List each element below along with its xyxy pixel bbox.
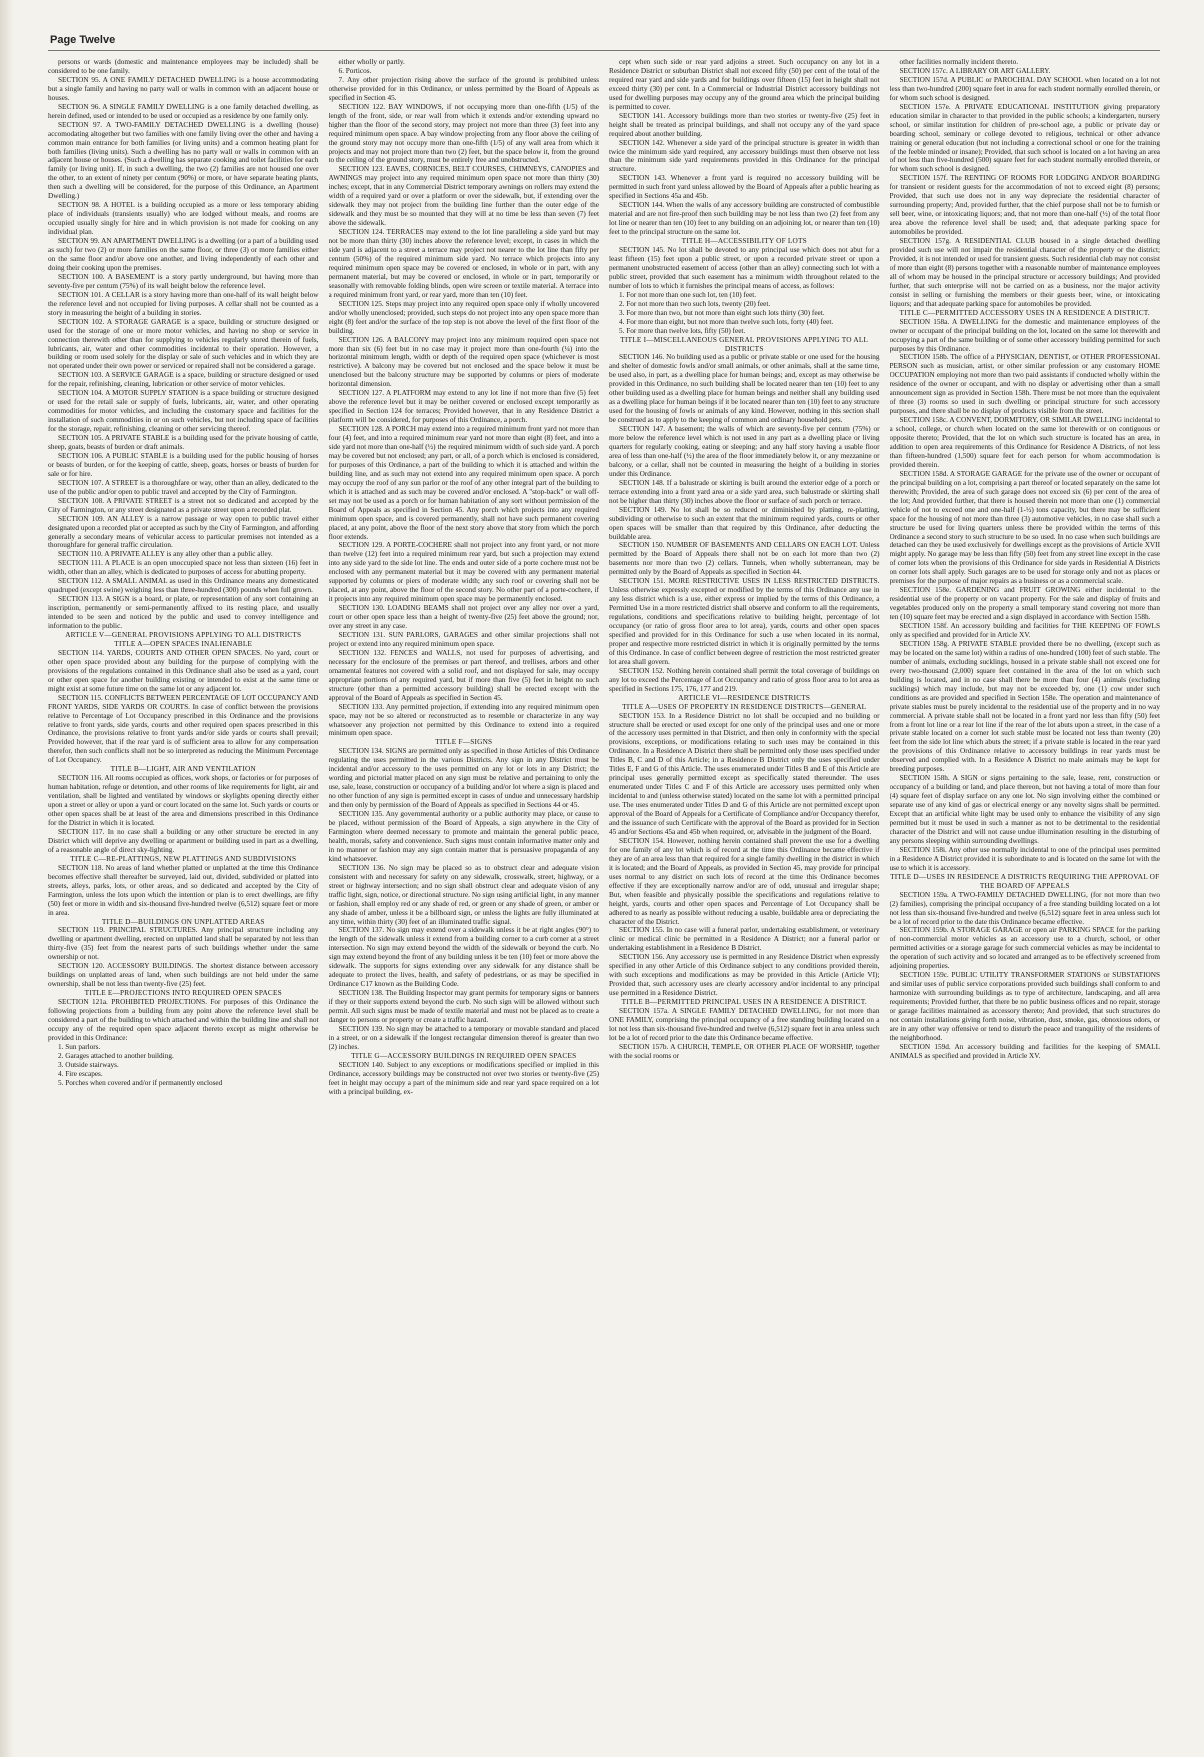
paragraph: SECTION 157d. A PUBLIC or PAROCHIAL DAY SCHOOL when located on a lot not less than two-hundred (200) square feet in area for each student normally enrolled therein, or for whom such school is designed.	[889, 75, 1160, 102]
paragraph: SECTION 130. LOADING BEAMS shall not project over any alley nor over a yard, court or other open space less than a height of twenty-five (25) feet above the ground; nor, over any street in any case.	[328, 604, 599, 631]
paragraph: SECTION 159a. A TWO-FAMILY DETACHED DWELLING, (for not more than two (2) families), comprising the principal occupancy of a free standing building located on a lot not less than six-thousand five-hundred and twelve (6,512) square feet in area unless such lot be a lot of record prior to the date this Ordinance became effective.	[889, 890, 1160, 926]
paragraph: SECTION 128. A PORCH may extend into a required minimum front yard not more than four (4) feet, and into a required minimum rear yard not more than eight (8) feet, and into a side yard not more than one-half (½) the required minimum width of such side yard. A porch may be covered but not enclosed; any part, or all, of a porch which is enclosed is considered, for purposes of this Ordinance, a part of the building to which it is attached and within the building line, and as such may not extend into any required minimum open space. A porch may occupy the roof of any sun parlor or the roof of any other integral part of the building to which it is attached and as such may be covered and/or enclosed. A "stop-back" or wall off-set may not be used as a porch or for human habitation of any sort without permission of the Board of Appeals as specified in Section 45. Any porch which projects into any required minimum open space, and is covered permanently, shall not have such permanent covering placed, at any point, above the floor of the next story above that story from which the porch floor extends.	[328, 425, 599, 541]
paragraph: SECTION 147. A basement; the walls of which are seventy-five per centum (75%) or more below the reference level which is not used in any part as a dwelling place or living quarters for regularly cooking, eating or sleeping; and any half story having a usable floor area of less than one-half (½) the area of the floor immediately below it, or any mezzanine or balcony, or a cellar, shall not be counted in measuring the height of a building in stories under this Ordinance.	[609, 425, 880, 478]
paragraph: SECTION 109. AN ALLEY is a narrow passage or way open to public travel either designated upon a recorded plat or accepted as such by the City of Farmington, and affording generally a secondary means of vehicular access to particular premises not intended as a thoroughfare for general traffic circulation.	[48, 514, 319, 550]
paragraph: SECTION 102. A STORAGE GARAGE is a space, building or structure designed or used for the storage of one or more motor vehicles, and having no shop or service in connection therewith other than for supplying to vehicles regularly stored therein of fuels, lubricants, air, water and other commodities incidental to their operation. However, a building or room used solely for the display or sale of such vehicles and in which they are not operated under their own power or serviced or repaired shall not be considered a garage.	[48, 317, 319, 371]
text-column-1	[48, 58, 319, 1748]
paragraph: SECTION 127. A PLATFORM may extend to any lot line if not more than five (5) feet above the reference level but it may be neither covered or enclosed except temporarily as specified in Section 124 for terraces; Provided however, that in any Residence District a platform will be considered, for purposes of this Ordinance, a porch.	[328, 389, 599, 425]
paragraph: SECTION 158c. A CONVENT, DORMITORY, OR SIMILAR DWELLING incidental to a school, college, or church when located on the same lot therewith or on contiguous or opposite thereto; Provided, that the lot on which such structure is located has an area, in addition to open area requirements of this Ordinance for Residence A Districts, of not less than fifteen-hundred (1,500) square feet for each person for whom accommodation is provided therein.	[889, 416, 1160, 469]
page-number-label: Page Twelve	[50, 34, 116, 46]
paragraph: SECTION 152. Nothing herein contained shall permit the total coverage of buildings on any lot to exceed the Percentage of Lot Occupancy and ratio of gross floor area to lot area as specified in Sections 175, 176, 177 and 219.	[609, 666, 880, 693]
scan-edge	[0, 0, 14, 1757]
paragraph: 7. Any other projection rising above the surface of the ground is prohibited unless otherwise provided for in this Ordinance, or unless permitted by the Board of Appeals as specified in Section 45.	[328, 75, 599, 102]
paragraph: SECTION 105. A PRIVATE STABLE is a building used for the private housing of cattle, sheep, goats, beasts of burden or draft animals.	[48, 434, 319, 451]
paragraph: SECTION 143. Whenever a front yard is required no accessory building will be permitted in such front yard unless allowed by the Board of Appeals after a public hearing as specified in Sections 45a and 45b.	[609, 174, 880, 201]
section-heading: TITLE I—MISCELLANEOUS GENERAL PROVISIONS APPLYING TO ALL DISTRICTS	[620, 334, 869, 353]
paragraph: SECTION 117. In no case shall a building or any other structure be erected in any District which will deprive any dwelling or apartment or building used in part as a dwelling, of a reasonable angle of direct sky-lighting.	[48, 827, 319, 854]
section-heading: TITLE C—RE-PLATTINGS, NEW PLATTINGS AND SUBDIVISIONS	[70, 853, 297, 863]
paragraph: SECTION 120. ACCESSORY BUILDINGS. The shortest distance between accessory buildings on unplatted areas of land, when such buildings are not held under the same ownership, shall be not less than twenty-five (25) feet.	[48, 962, 319, 989]
paragraph: SECTION 107. A STREET is a thoroughfare or way, other than an alley, dedicated to the use of the public and/or open to public travel and accepted by the City of Farmington.	[48, 478, 319, 496]
paragraph: SECTION 100. A BASEMENT is a story partly underground, but having more than seventy-five per centum (75%) of its wall height below the reference level.	[48, 272, 319, 290]
paragraph: SECTION 97. A TWO-FAMILY DETACHED DWELLING is a dwelling (house) accomodating altogether but two families with one family living over the other and having a common main entrance for both families (or living units) and a common heating plant for both families (living units). Such a dwelling has no party wall or walls in common with an adjacent house or houses. (Such a dwelling has separate cooking and toilet facilities for each family (or living unit). If, in such a dwelling, the two (2) families are not housed one over the other, to an extent of ninety per centum (90%) or more, or have separate heating plants, then such a dwelling will be considered, for the purpose of this Ordinance, an Apartment Dwelling.)	[48, 120, 319, 201]
section-heading: TITLE A—OPEN SPACES INALIENABLE	[114, 638, 253, 648]
paragraph: SECTION 133. Any permitted projection, if extending into any required minimum open space, may not be so altered or reconstructed as to resemble or characterize in any way whatsoever any projection not permitted by this Ordinance to extend into a required minimum open space.	[328, 702, 599, 738]
paragraph: SECTION 123. EAVES, CORNICES, BELT COURSES, CHIMNEYS, CANOPIES and AWNINGS may project into any required minimum open space not more than thirty (30) inches; except, that in any Commercial District temporary awnings on rollers may extend the width of a required yard or over a platform or over the sidewalk, but, if extending over the sidewalk they may not project from the building line further than the outer edge of the sidewalk and they must be so mounted that they will at no time be less than seven (7) feet above the sidewalk.	[328, 165, 599, 228]
paragraph: SECTION 157b. A CHURCH, TEMPLE, OR OTHER PLACE OF WORSHIP, together with the social rooms or	[609, 1042, 880, 1060]
section-heading: TITLE F—SIGNS	[435, 737, 493, 747]
paragraph: SECTION 158f. An accessory building and facilities for THE KEEPING OF FOWLS only as specified and provided for in Article XV.	[889, 622, 1160, 639]
paragraph: SECTION 115. CONFLICTS BETWEEN PERCENTAGE OF LOT OCCUPANCY AND FRONT YARDS, SIDE YARDS OR COURTS. In case of conflict between the provisions relative to Percentage of Lot Occupancy prescribed in this Ordinance and the provisions relative to front yards, side yards, courts and other required open spaces prescribed in this Ordinance, the provisions relative to front yards and/or side yards or courts shall prevail; Provided however, that if the rear yard is of sufficient area to allow for any compensation therefor, then such conflicts shall not be so interpreted as reducing the Minimum Percentage of Lot Occupancy.	[48, 693, 319, 765]
text-column-2	[329, 58, 600, 1748]
paragraph: SECTION 121a. PROHIBITED PROJECTIONS. For purposes of this Ordinance the following projections from a building from any point above the reference level shall be considered a part of the building to which attached and within the building line and shall not occupy any of the required open space adjacent thereto except as might otherwise be provided in this Ordinance:	[48, 998, 319, 1042]
paragraph: SECTION 137. No sign may extend over a sidewalk unless it be at right angles (90°) to the length of the sidewalk unless it extend from a building corner to a curb corner at a street intersection. No sign may extend beyond the width of the sidewalk or beyond the curb. No sign may extend beyond the front of any building unless it be ten (10) feet or more above the sidewalk. The supports for signs extending over any sidewalk for any distance shall be adequate to protect the lives, health, and safety of pedestrians, or as may be specified in Ordinance C17 known as the Building Code.	[328, 926, 599, 989]
paragraph: SECTION 157f. The RENTING OF ROOMS FOR LODGING AND/OR BOARDING for transient or resident guests for the accommodation of not to exceed eight (8) persons; Provided, that such use does not in any way depreciate the residential character of surrounding property; And, provided further, that the chief purpose shall not be to furnish or sell beer, wine, or intoxicating liquors; and, that not more than one-half (½) of the total floor area above the reference level shall be used; and, that adequate parking space for automobiles be provided.	[889, 174, 1160, 237]
list-item: 2. Garages attached to another building.	[58, 1051, 174, 1060]
section-heading: TITLE D—USES IN RESIDENCE A DISTRICTS REQUIRING THE APPROVAL OF THE BOARD OF APPEALS	[890, 871, 1160, 890]
paragraph: SECTION 134. SIGNS are permitted only as specified in those Articles of this Ordinance regulating the uses permitted in the various Districts. Any sign in any District must be incidental and/or accessory to the uses permitted on any lot or lots in any District; the wording and pictorial matter placed on any sign must be relative and pertaining to only the use, sale, lease, construction or occupancy of a building and/or lot where a sign is placed and no other function of any sign is permitted except in cases of undue and unnecessary hardship and then only by permission of the Board of Appeals as specified in Sections 44 or 45.	[328, 747, 599, 810]
paragraph: SECTION 148. If a balustrade or skirting is built around the exterior edge of a porch or terrace extending into a front yard area or a side yard area, such balustrade or skirting shall not be higher than thirty (30) inches above the floor or surface of such porch or terrace.	[609, 478, 880, 505]
paragraph: SECTION 159b. A STORAGE GARAGE or open air PARKING SPACE for the parking of non-commercial motor vehicles as an accessory use to a church, school, or other permitted activities or a storage garage for such commercial vehicles as may be incidental to the operation of such activity and so located and arranged as to be effectively screened from adjoining properties.	[889, 926, 1160, 971]
paragraph: SECTION 104. A MOTOR SUPPLY STATION is a space building or structure designed or used for the retail sale or supply of fuels, lubricants, air, water, and other operating commodities for motor vehicles, and including the customary space and facilities for the installation of such commodities in or on such vehicles, but not including space of facilities for the storage, repair, refinishing, cleaning or other servicing thereof.	[48, 389, 319, 434]
paragraph: SECTION 118. No areas of land whether platted or unplatted at the time this Ordinance becomes effective shall thereafter be surveyed, laid out, divided, subdivided or platted into streets, alleys, parks, lots, or other areas, and so dedicated and accepted by the City of Farmington, unless the lots upon which the intention or plan is to erect dwellings, are fifty (50) feet or more in width and six-thousand five-hundred twelve (6,512) square feet or more in area.	[48, 863, 319, 917]
list-item: 1. For not more than one such lot, ten (10) feet.	[619, 290, 757, 299]
section-heading: TITLE G—ACCESSORY BUILDINGS IN REQUIRED OPEN SPACES	[351, 1050, 577, 1060]
paragraph: SECTION 122. BAY WINDOWS, if not occupying more than one-fifth (1/5) of the length of the front, side, or rear wall from which it extends and/or extending upward no higher than the floor of the second story, may project not more than three (3) feet into any required minimum open space. A bay window projecting from any floor above the ceiling of the ground story may not occupy more than one-fifth (1/5) of any wall area from which it projects and may not project more than two (2) feet, but the space below it, from the ground to the ceiling of the ground story, must be entirely free and unobstructed.	[328, 102, 599, 165]
paragraph: SECTION 159d. An accessory building and facilities for the keeping of SMALL ANIMALS as specified and provided in Article XV.	[889, 1042, 1160, 1060]
paragraph: SECTION 157e. A PRIVATE EDUCATIONAL INSTITUTION giving preparatory education similar in character to that provided in the public schools; a kindergarten, nursery school, or similar institution for children of pre-school age, a public or private day or boarding school, seminary or college devoted to religious, technical or other advance training or general education (but not including a correctional school or one for the training of the feeble minded or insane); Provided, that such school is located on a lot having an area of not less than five-hundred (500) square feet for each student normally enrolled therein, or for whom such school is designed.	[889, 102, 1160, 174]
paragraph: SECTION 146. No building used as a public or private stable or one used for the housing and shelter of domestic fowls and/or small animals, or other animals, shall at the same time, be used also, in part, as a dwelling place for human beings; and, except as may otherwise be provided in this Ordinance, no such building shall be located nearer than ten (10) feet to any other building used as a dwelling place for human beings and neither shall any building used as a dwelling place for human beings if it be located nearer than ten (10) feet to any structure used for the housing of fowls or animals of any kind. However, nothing in this section shall be construed as to apply to the keeping of common and ordinary household pets.	[609, 353, 880, 425]
paragraph: cept when such side or rear yard adjoins a street. Such occupancy on any lot in a Residence District or suburban District shall not exceed fifty (50) per cent of the total of the required rear yard and side yards and for buildings over fifteen (15) feet in height shall not exceed thirty (30) per cent. In a Commercial or Industrial District accessory buildings not used for dwelling purposes may occupy any of the ground area which the principal building is permitted to cover.	[609, 58, 880, 111]
paragraph: SECTION 111. A PLACE is an open unoccupied space not less than sixteen (16) feet in width, other than an alley, which is dedicated to purposes of access for abutting property.	[48, 559, 319, 577]
list-item: 6. Porticos.	[338, 66, 372, 75]
section-heading: TITLE D—BUILDINGS ON UNPLATTED AREAS	[101, 916, 265, 926]
paragraph: SECTION 96. A SINGLE FAMILY DWELLING is a one family detached dwelling, as herein defined, used or intended to be used or occupied as a residence by one family only.	[48, 102, 319, 120]
section-heading: ARTICLE VI—RESIDENCE DISTRICTS	[678, 692, 811, 702]
paragraph: SECTION 103. A SERVICE GARAGE is a space, building or structure designed or used for the repair, refinishing, cleaning, lubrication or other service of motor vehicles.	[48, 371, 319, 389]
text-column-3	[609, 58, 880, 1748]
paragraph: SECTION 125. Steps may project into any required open space only if wholly uncovered and/or wholly unenclosed; provided, such steps do not project into any open space more than eight (8) feet and/or the surface of the top step is not above the level of the first floor of the building.	[328, 299, 599, 335]
list-item: 5. For more than twelve lots, fifty (50) feet.	[619, 326, 746, 335]
paragraph: SECTION 110. A PRIVATE ALLEY is any alley other than a public alley.	[58, 550, 273, 559]
paragraph: SECTION 106. A PUBLIC STABLE is a building used for the public housing of horses or beasts of burden, or for the keeping of cattle, sheep, goats, horses or beasts of burden for sale or for hire.	[48, 451, 319, 478]
paragraph: SECTION 119. PRINCIPAL STRUCTURES. Any principal structure including any dwelling or apartment dwelling, erected on unplatted land shall be separated by not less than thirty-five (35) feet from the nearest parts of such buildings whether under the same ownership or not.	[48, 926, 319, 962]
paragraph: SECTION 144. When the walls of any accessory building are constructed of combustible material and are not fire-proof then such building may be not less than two (2) feet from any lot line or nearer than ten (10) feet to any building on an adjoining lot, or nearer than ten (10) feet to the principal structure on the same lot.	[609, 201, 880, 237]
paragraph: SECTION 131. SUN PARLORS, GARAGES and other similar projections shall not project or extend into any required minimum open space.	[328, 631, 599, 648]
paragraph: persons or wards (domestic and maintenance employees may be included) shall be considered to be one family.	[48, 58, 319, 75]
paragraph: SECTION 157g. A RESIDENTIAL CLUB housed in a single detached dwelling provided such use will not impair the residential character of the property or the district; Provided, it is not intended or used for transient guests. Such residential club may not consist of more than eight (8) persons together with a reasonable number of maintenance employees all of whom may be housed in the principal structure or accessory buildings; And provided further, that such enterprise will not be carried on as a business, nor the major activity consist in selling or furnishing the members or their guests beer, wine, or intoxicating liquors; and that adequate parking space for automobiles be provided.	[889, 237, 1160, 308]
paragraph: SECTION 112. A SMALL ANIMAL as used in this Ordinance means any domesticated quadruped (except swine) weighing less than three-hundred (300) pounds when full grown.	[48, 577, 319, 595]
paragraph: SECTION 138. The Building Inspector may grant permits for temporary signs or banners if they or their supports extend beyond the curb. No such sign will be allowed without such permit. All such signs must be made of textile material and must not be placed as to create a danger to persons or property or create a traffic hazard.	[328, 989, 599, 1024]
section-heading: TITLE A—USES OF PROPERTY IN RESIDENCE DISTRICTS—GENERAL	[622, 701, 867, 711]
paragraph: SECTION 158a. A DWELLING for the domestic and maintenance employees of the owner or occupant of the principal building on the lot, located on the same lot therewith and occupying a part of the same building or of some other accessory building permitted for such purposes by this Ordinance.	[889, 317, 1160, 353]
list-item: 5. Porches when covered and/or if permanently enclosed	[58, 1078, 223, 1087]
article-columns	[48, 58, 1160, 1748]
paragraph: SECTION 158g. A PRIVATE STABLE provided there be no dwelling, (except such as may be located on the same lot) within a radius of one-hundred (100) feet of such stable. The number of animals, excluding sucklings, housed in a private stable shall not exceed one for every two-thousand (2,000) square feet contained in the area of the lot on which such building is located, and in no case shall there be more than four (4) animals (excluding sucklings) which may include, but may not be exceeded by, one (1) cow under such conditions as are provided and specified in Section 158e. The operation and maintenance of private stables must be purely incidental to the residential use of the property and in no way commercial. A private stable shall not be located in a front yard nor less than fifty (50) feet from a front lot line or a rear lot line if the rear of the lot abuts upon a street, in the case of a private stable located on a corner lot such stable must be located not less than twenty (20) feet from the side lot line which abuts the street; if a private stable is located in the rear yard the provisions of this Ordinance relative to accessory buildings in rear yards must be observed and complied with. In a Residence A District no male animals may be kept for breeding purposes.	[889, 639, 1160, 774]
section-heading: ARTICLE V—GENERAL PROVISIONS APPLYING TO ALL DISTRICTS	[65, 630, 302, 639]
paragraph: SECTION 99. AN APARTMENT DWELLING is a dwelling (or a part of a building used as such) for two (2) or more families on the same floor, or three (3) or more families either on the same floor and/or above one another, and living independently of each other and doing their cooking upon the premises.	[48, 237, 319, 272]
list-item: 4. Fire escapes.	[58, 1069, 103, 1078]
section-heading: TITLE B—PERMITTED PRINCIPAL USES IN A RESIDENCE A DISTRICT.	[621, 997, 867, 1007]
paragraph: SECTION 149. No lot shall be so reduced or diminished by platting, re-platting, subdividing or otherwise to such an extent that the minimum required yards, courts or other open spaces will be smaller than that required by this Ordinance, after deducting the buildable area.	[609, 505, 880, 541]
paragraph: SECTION 142. Whenever a side yard of the principal structure is greater in width than twice the minimum side yard required, any accessory buildings must then observe not less than the minimum side yard requirements provided in this Ordinance for the principal structure.	[609, 138, 880, 174]
paragraph: SECTION 139. No sign may be attached to a temporary or movable standard and placed in a street, or on a sidewalk if the longest rectangular dimension thereof is greater than two (2) inches.	[328, 1024, 599, 1051]
paragraph: SECTION 98. A HOTEL is a building occupied as a more or less temporary abiding place of individuals (transients usually) who are lodged without meals, and rooms are occupied usually singly for hire and in which provision is not made for cooking on any individual plan.	[48, 201, 319, 237]
paragraph: SECTION 153. In a Residence District no lot shall be occupied and no building or structure shall be erected or used except for one only of the principal uses and one or more of the accessory uses permitted in that District, and then only in conformity with the special provisions, exceptions, or modifications relating to such uses may be contained in this Ordinance. In a Residence A District there shall be permitted only those uses specified under Titles B, C and D of this Article; in a Residence B District only the uses specified under Titles E, F and G of this Article. The uses enumerated under Titles B and E of this Article are principal uses generally permitted except as specifically stated thereunder. The uses enumerated under Titles C and F of this Article are accessory uses permitted only when incidental to and (unless otherwise stated) located on the same lot with a permitted principal use. The uses enumerated under Titles D and G of this Article are not permitted except upon approval of the Board of Appeals for a Certificate of Compliance and/or Occupancy therefor, and the issuance of such Certificate with the approval of the Board as provided for in Section 45 and/or Sections 45a and 45b when required, or, advisable in the judgment of the Board.	[609, 711, 880, 836]
paragraph: SECTION 126. A BALCONY may project into any minimum required open space not more than six (6) feet but in no case may it project more than one-fourth (¼) into the horizontal minimum length, width or depth of the required open space (whichever is most restrictive). A balcony may be covered but not enclosed and the space below it must be unenclosed but the balcony structure may be supported by columns or piers of moderate horizontal dimension.	[328, 335, 599, 389]
paragraph: SECTION 95. A ONE FAMILY DETACHED DWELLING is a house accommodating but a single family and having no party wall or walls in common with an adjacent house or houses.	[48, 75, 319, 102]
paragraph: SECTION 108. A PRIVATE STREET is a street not so dedicated and accepted by the City of Farmington, or any street designated as a private street upon a recorded plat.	[48, 496, 319, 514]
paragraph: SECTION 158i. Any other use normally incidental to one of the principal uses permitted in a Residence A District provided it is subordinate to and is located on the same lot with the use to which it is accessory.	[889, 845, 1160, 872]
paragraph: SECTION 145. No lot shall be devoted to any principal use which does not abut for a least fifteen (15) feet upon a public street, or upon a recorded private street or upon a permanent unobstructed easement of access (other than an alley) connecting such lot with a public street, provided that such easement has a minimum width throughout related to the number of lots to which it furnishes the principal means of access, as follows:	[609, 246, 880, 290]
paragraph: SECTION 159c. PUBLIC UTILITY TRANSFORMER STATIONS or SUBSTATIONS and similar uses of public service corporations provided such buildings shall conform to and harmonize with surrounding buildings as to type of architecture, landscaping, and all area requirements; Provided further, that there be no public business offices and no repair, storage or garage facilities maintained as accessory thereto; And provided, that such structures do not contain installations giving forth noise, vibration, dust, smoke, gas, obnoxious odors, or are in any other way offensive or tend to disturb the peace and tranquility of the residents of the neighborhood.	[889, 971, 1160, 1042]
paragraph: SECTION 132. FENCES and WALLS, not used for purposes of advertising, and necessary for the enclosure of the premises or part thereof, and trellises, arbors and other ornamental features not covered with a solid roof, and not displayed for sale, may occupy appropriate portions of any required yard, but if more than five (5) feet in height no such structure (other than a permitted accessory building) shall be erected except with the approval of the Board of Appeals as specified in Section 45.	[328, 648, 599, 702]
text-column-4	[890, 58, 1161, 1748]
section-heading: TITLE H—ACCESSIBILITY OF LOTS	[681, 236, 807, 246]
section-heading: TITLE E—PROJECTIONS INTO REQUIRED OPEN SPACES	[84, 988, 282, 998]
section-heading: TITLE C—PERMITTED ACCESSORY USES IN A RESIDENCE A DISTRICT.	[899, 307, 1150, 317]
paragraph: SECTION 101. A CELLAR is a story having more than one-half of its wall height below the reference level and not occupied for living purposes. A cellar shall not be counted as a story in measuring the height of a building in stories.	[48, 290, 319, 317]
paragraph: SECTION 136. No sign may be placed so as to obstruct clear and adequate vision consistent with and necessary for safety on any sidewalk, crosswalk, street, highway, or a street or highway intersection; and no sign shall obstruct clear and adequate vision of any traffic light, sign, notice, or directional structure. No sign using artificial light, in any manner or fashion, shall employ red or any shade of red, or green or any shade of green, or amber or any shade of amber, unless it be a billboard sign, or unless the lights are fully illuminated at any time, within thirty (30) feet of an illuminated traffic signal.	[328, 863, 599, 926]
header-rule	[48, 50, 1160, 51]
paragraph: SECTION 158d. A STORAGE GARAGE for the private use of the owner or occupant of the principal building on a lot, comprising a part thereof or located separately on the same lot therewith; Provided, the area of such garage does not exceed six (6) per cent of the area of the lot; And provided further, that there is housed therein not more than one (1) commercial vehicle of not to exceed one and one-half (1-½) tons capacity, but there may be sufficient space for the housing of not more than three (3) automotive vehicles, in no case shall such a structure be used for living quarters unless there be provided within the terms of this Ordinance a second story to such structure to be so used. In no case when such buildings are detached can they be used exclusively for dwellings except as the provisions of Article XVII might apply. No garage may be less than fifty (50) feet from any street line except in the case of corner lots when the provisions of this Ordinance for side yards in Residential A Districts on corner lots shall apply. Such garages are to be used for storage only and not as places or premises for the purpose of major repairs as a business or as a commercial scale.	[889, 469, 1160, 586]
paragraph: SECTION 116. All rooms occupied as offices, work shops, or factories or for purposes of human habitation, refuge or detention, and other rooms of like requirements for light, air and ventilation, shall be lighted and ventilated by windows or skylights opening directly either upon a street or alley or upon a yard or court located on the same lot. Such yards or courts or other open spaces shall be at least of the area and dimensions prescribed in this Ordinance for the District in which it is located.	[48, 774, 319, 828]
paragraph: SECTION 114. YARDS, COURTS AND OTHER OPEN SPACES. No yard, court or other open space provided about any building for the purpose of complying with the provisions of the regulations contained in this Ordinance shall also be used as a yard, court or other open space for another building existing or intended to exist at the same time or might exist at some future time on the same lot or any adjacent lot.	[48, 648, 319, 693]
paragraph: SECTION 141. Accessory buildings more than two stories or twenty-five (25) feet in height shall be treated as principal buildings, and shall not occupy any of the yard space required about another building.	[609, 111, 880, 138]
paragraph: SECTION 124. TERRACES may extend to the lot line paralleling a side yard but may not be more than thirty (30) inches above the reference level; except, in cases in which the side yard is adjacent to a street a terrace may project not nearer to the lot line than fifty per centum (50%) of the required minimum side yard. No terrace which projects into any required minimum open space may be covered or enclosed, in whole or in part, with any permanent material, but may be covered or enclosed, in whole or in part, temporarily or seasonally with removable folding blinds, open wire screen or textile material. A terrace into a required minimum front yard, or rear yard, more than ten (10) feet.	[328, 228, 599, 299]
paragraph: SECTION 158e. GARDENING and FRUIT GROWING either incidental to the residential use of the property or on vacant property. For the sale and display of fruits and vegetables produced only on the property a small temporary stand covering not more than ten (10) square feet may be erected and a sign displayed in accordance with Section 158h.	[889, 586, 1160, 622]
paragraph: SECTION 129. A PORTE-COCHERE shall not project into any front yard, or not more than twelve (12) feet into a required minimum rear yard, but such a projection may extend into any side yard to the side lot line. The ends and outer side of a porte cochere must not be enclosed with any permanent material but it may be covered with any permanent material supported by columns or piers of moderate width; any such roof or covering shall not be placed, at any point, above the floor of the second story. No other part of a porte-cochere, if it projects into any required minimum open space may be permanently enclosed.	[328, 541, 599, 604]
paragraph: SECTION 140. Subject to any exceptions or modifications specified or implied in this Ordinance, accessory buildings may be constructed not over two stories or twenty-five (25) feet in height may occupy a part of the minimum side and rear yard space required on a lot with a principal building, ex-	[328, 1060, 599, 1096]
list-item: 2. For not more than two such lots, twenty (20) feet.	[619, 299, 771, 308]
paragraph: other facilities normally incident thereto.	[899, 58, 1019, 66]
paragraph: SECTION 158h. A SIGN or signs pertaining to the sale, lease, rent, construction or occupancy of a building or land, and place thereon, but not having a total of more than four (4) square feet of display surface on any one lot. No sign involving either the combined or separate use of any kind of gas or electrical energy or any novelty signs shall be permitted. Except that an artificial white light may be used only to enhance the visibility of any sign permitted but it must be used in such a manner as not to be detrimental to the residential character of the District and will not cause undue illumination resulting in the disturbing of any persons sleeping within surrounding dwellings.	[889, 774, 1160, 845]
paragraph: SECTION 113. A SIGN is a board, or plate, or representation of any sort containing an inscription, permanently or semi-permanently affixed to its resting place, and usually intended to be seen and noticed by the public and used to convey intelligence and information to the public.	[48, 595, 319, 631]
paragraph: SECTION 157c. A LIBRARY OR ART GALLERY.	[899, 66, 1051, 75]
paragraph: SECTION 150. NUMBER OF BASEMENTS AND CELLARS ON EACH LOT. Unless permitted by the Board of Appeals there shall not be on each lot more than two (2) basements nor more than two (2) cellars. Tunnels, when wholly subterranean, may be permitted only by the Board of Appeals as specified in Section 44.	[609, 541, 880, 577]
paragraph: SECTION 135. Any governmental authority or a public authority may place, or cause to be placed, without permission of the Board of Appeals, a sign anywhere in the City of Farmington where deemed necessary to promote and maintain the general public peace, health, morals, safety and convenience. Such signs must contain informative matter only and in no manner or fashion may any sign contain matter that is persuasive propaganda of any kind whatsoever.	[328, 810, 599, 863]
paragraph: SECTION 156. Any accessory use is permitted in any Residence District when expressly specified in any other Article of this Ordinance subject to any conditions provided therein, with such exceptions and modifications as may be provided in this Article (Article VI); Provided that, such accessory uses are clearly accessory and/or incidental to any principal use permitted in a Residence District.	[609, 953, 880, 998]
paragraph: SECTION 151. MORE RESTRICTIVE USES IN LESS RESTRICTED DISTRICTS. Unless otherwise expressly excepted or modified by the terms of this Ordinance any use in any less district which is a use, either express or implied by the terms of this Ordinance, a Permitted Use in a more restricted district shall observe and conform to all the requirements, regulations, conditions and specifications relative to building height, percentage of lot occupancy (or ratio of gross floor area to lot area), yards, courts and other open spaces specified and provided for in this Ordinance for such a use when located in its normal, proper and respective more restricted district in which it is originally permitted by the terms of this Ordinance. In case of conflict between degree of restriction the most restricted greater lot area shall govern.	[609, 577, 880, 666]
list-item: 3. For more than two, but not more than eight such lots thirty (30) feet.	[619, 308, 825, 317]
paragraph: SECTION 155. In no case will a funeral parlor, undertaking establishment, or veterinary clinic or medical clinic be permitted in a Residence A District; nor a funeral parlor or undertaking establishment in a Residence B District.	[609, 926, 880, 953]
paragraph: SECTION 158b. The office of a PHYSICIAN, DENTIST, or OTHER PROFESSIONAL PERSON such as musician, artist, or other similar profession or any customary HOME OCCUPATION employing not more than two paid assistants if conducted wholly within the residence of the owner or occupant, and with no display or advertising other than a small announcement sign as provided in Section 158h. There must be not more than the equivalent of three (3) rooms so used in such dwelling or principal structure for such accessory purposes, and there shall be no display of products visible from the street.	[889, 353, 1160, 416]
paragraph: SECTION 154. However, nothing herein contained shall prevent the use for a dwelling for one family of any lot which is of record at the time this Ordinance became effective if they are of an area less than that required for a single family dwelling in the district in which it is located; and the Board of Appeals, as provided in Section 45, may provide for principal uses normal to any district on such lots of record at the time this Ordinance becomes effective if they are exceptionally narrow and/or are of odd, unusual and irregular shape; But, when feasible and physically possible the specifications and regulations relative to height, yards, courts and other open spaces and Percentage of Lot Occupancy shall be adhered to as nearly as possible without reducing a usable, buildable area or depreciating the character of the District.	[609, 836, 880, 926]
list-item: 4. For more than eight, but not more than twelve such lots, forty (40) feet.	[619, 317, 834, 326]
page-header	[50, 30, 1160, 48]
list-item: 3. Outside stairways.	[58, 1060, 119, 1069]
paragraph: SECTION 157a. A SINGLE FAMILY DETACHED DWELLING, for not more than ONE FAMILY, comprising the principal occupancy of a free standing building located on a lot not less than six-thousand five-hundred and twelve (6,512) square feet in area unless such lot be a lot of record prior to the date this Ordinance became effective.	[609, 1007, 880, 1042]
list-item: either wholly or partly.	[338, 58, 405, 66]
list-item: 1. Sun parlors.	[58, 1042, 101, 1051]
section-heading: TITLE B—LIGHT, AIR AND VENTILATION	[110, 764, 256, 774]
